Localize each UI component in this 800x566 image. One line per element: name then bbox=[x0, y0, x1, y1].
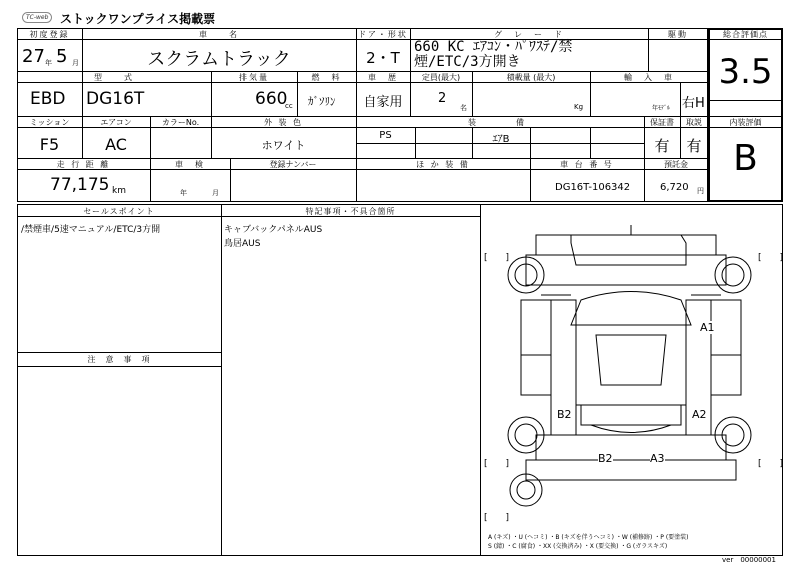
load-unit: Kg bbox=[574, 103, 584, 111]
type-label: 型 式 bbox=[94, 73, 134, 82]
damage-mark-a1: A1 bbox=[700, 321, 715, 334]
page-title: ストックワンプライス掲載票 bbox=[60, 12, 216, 26]
chassis-label: 車 台 番 号 bbox=[560, 160, 614, 169]
logo: TC-web bbox=[22, 12, 52, 23]
notes-label: 特記事項・不具合箇所 bbox=[305, 207, 396, 216]
grade-line1: 660 KC ｴｱｺﾝ・ﾊﾟﾜｽﾃ/禁 bbox=[414, 39, 573, 55]
model-code: DG16T bbox=[86, 89, 145, 109]
recycle-fee-value: 6,720 bbox=[660, 182, 689, 193]
damage-mark-a3: A3 bbox=[650, 452, 665, 465]
first-reg-label: 初度登録 bbox=[29, 30, 70, 39]
history-value: 自家用 bbox=[363, 95, 403, 110]
damage-mark-a2: A2 bbox=[692, 408, 707, 421]
import-label: 輸 入 車 bbox=[624, 73, 674, 82]
inspection-year-unit: 年 bbox=[180, 189, 187, 197]
mission-label: ミッション bbox=[29, 118, 70, 127]
color-no-label: カラーNo. bbox=[161, 118, 200, 127]
month-unit: 月 bbox=[72, 59, 79, 67]
mission-value: F5 bbox=[39, 135, 60, 154]
aircon-label: エアコン bbox=[100, 118, 132, 127]
mileage-unit: km bbox=[112, 186, 126, 196]
year-model-label: 年ﾓﾃﾞﾙ bbox=[652, 105, 671, 112]
bracket-left-top: [ ] bbox=[484, 253, 510, 263]
recycle-fee-label: 預託金 bbox=[664, 160, 688, 169]
exterior-color-value: ホワイト bbox=[261, 139, 306, 152]
capacity-label: 定員(最大) bbox=[421, 73, 461, 82]
door-type: 2・T bbox=[366, 49, 400, 67]
inspection-label: 車 検 bbox=[175, 160, 205, 169]
displacement-label: 排気量 bbox=[239, 73, 269, 82]
load-label: 積載量 (最大) bbox=[506, 73, 556, 82]
bracket-right-bottom: [ ] bbox=[758, 459, 784, 469]
year-unit: 年 bbox=[45, 59, 52, 67]
notes-line1: キャブバックパネルAUS bbox=[224, 225, 323, 235]
manual-value: 有 bbox=[686, 137, 702, 155]
first-reg-year: 27 bbox=[22, 46, 45, 67]
car-name-label: 車 名 bbox=[199, 30, 239, 39]
bracket-right-top: [ ] bbox=[758, 253, 784, 263]
other-equipment-label: ほ か 装 備 bbox=[416, 160, 470, 169]
caution-label: 注 意 事 項 bbox=[87, 355, 151, 364]
fuel-value: ｶﾞｿﾘﾝ bbox=[308, 95, 336, 108]
fuel-label: 燃 料 bbox=[311, 73, 342, 82]
damage-mark-b2-rear: B2 bbox=[598, 452, 613, 465]
recycle-fee-unit: 円 bbox=[697, 187, 704, 195]
inspection-month-unit: 月 bbox=[212, 189, 219, 197]
overall-score: 3.5 bbox=[718, 52, 773, 92]
bracket-spare: [ ] bbox=[484, 513, 510, 523]
equipment-airbag: ｴｱB bbox=[492, 134, 510, 145]
warranty-value: 有 bbox=[654, 137, 670, 155]
door-label: ドア・形状 bbox=[358, 30, 408, 39]
steering-side: 右H bbox=[682, 96, 705, 111]
car-name: スクラムトラック bbox=[147, 49, 291, 70]
notes-line2: 鳥居AUS bbox=[224, 239, 261, 249]
aircon-value: AC bbox=[105, 135, 127, 154]
manual-label: 取説 bbox=[686, 118, 702, 127]
capacity-value: 2 bbox=[438, 91, 447, 106]
grade-label: グ レ ー ド bbox=[494, 30, 564, 39]
legend-line2: S (錆) ・C (腐食) ・XX (交換済み) ・X (要交換) ・G (ガラスキズ) bbox=[488, 543, 668, 550]
interior-score: B bbox=[733, 138, 758, 179]
sales-point-label: セールスポイント bbox=[83, 207, 155, 216]
exterior-color-label: 外 装 色 bbox=[263, 118, 304, 127]
warranty-label: 保証書 bbox=[650, 118, 674, 127]
history-label: 車 歴 bbox=[368, 73, 398, 82]
grade-line2: 煙/ETC/3方開き bbox=[414, 54, 521, 70]
mileage-label: 走 行 距 離 bbox=[56, 160, 111, 169]
drive-label: 駆動 bbox=[668, 30, 688, 39]
damage-mark-b2-left: B2 bbox=[557, 408, 572, 421]
capacity-unit: 名 bbox=[460, 104, 467, 112]
displacement-value: 660 bbox=[255, 89, 288, 109]
overall-score-label: 総合評価点 bbox=[723, 30, 768, 39]
car-damage-diagram bbox=[481, 205, 782, 555]
displacement-unit: cc bbox=[285, 102, 293, 110]
plate-label: 登録ナンバー bbox=[269, 160, 317, 169]
interior-score-label: 内装評価 bbox=[729, 118, 762, 127]
model-prefix: EBD bbox=[30, 89, 66, 109]
version-text: ver 00000001 bbox=[722, 556, 776, 564]
mileage-value: 77,175 bbox=[50, 175, 110, 195]
legend-line1: A (キズ) ・U (ヘコミ) ・B (キズを伴うヘコミ) ・W (補修跡) ・P (要塗装) bbox=[488, 534, 689, 541]
sales-point-text: /禁煙車/5速マニュアル/ETC/3方開 bbox=[21, 225, 161, 235]
equipment-label: 装 備 bbox=[468, 118, 532, 127]
first-reg-month: 5 bbox=[56, 46, 68, 67]
chassis-number: DG16T-106342 bbox=[555, 182, 631, 193]
equipment-ps: PS bbox=[379, 130, 392, 141]
bracket-left-bottom: [ ] bbox=[484, 459, 510, 469]
